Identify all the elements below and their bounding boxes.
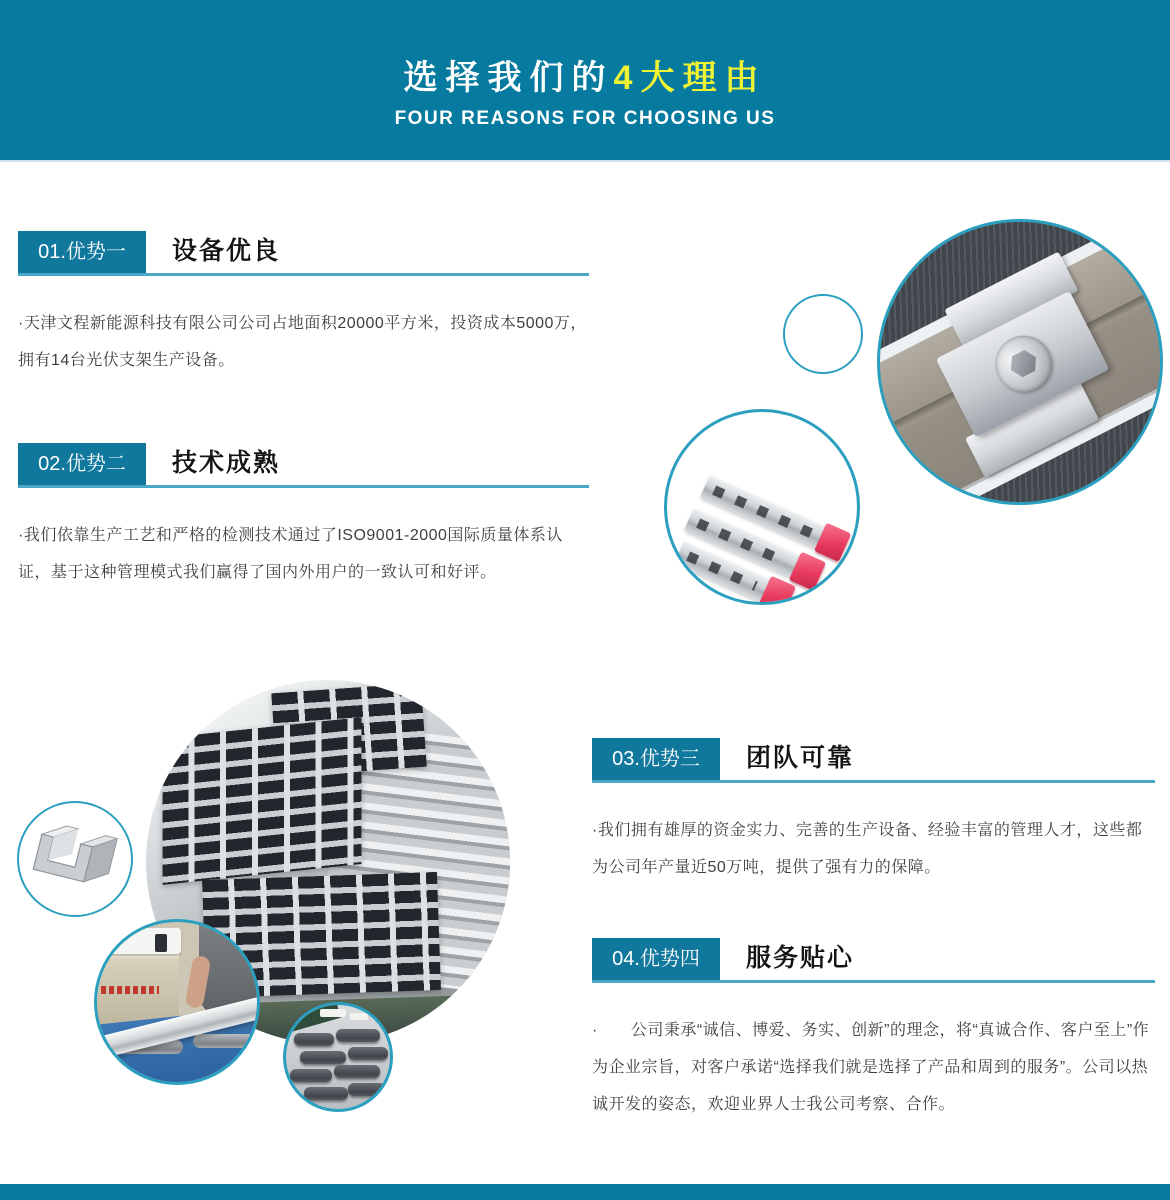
- advantage-1-title: 设备优良: [172, 237, 281, 265]
- bundle: [300, 1051, 346, 1064]
- roller: [193, 1034, 259, 1048]
- page-title-main: 选择我们的: [403, 59, 614, 97]
- u-channel-photo-circle: [17, 801, 133, 917]
- advantage-section-4: [592, 938, 1155, 1123]
- header-banner: [0, 0, 1170, 160]
- advantage-3-title: 团队可靠: [746, 744, 855, 772]
- bundle: [290, 1069, 332, 1082]
- u-channel-icon: [19, 803, 131, 915]
- bundle: [334, 1065, 380, 1078]
- solar-clamp-photo-circle: [877, 219, 1163, 505]
- bundle: [348, 1047, 388, 1060]
- papers: [109, 928, 181, 954]
- bundle: [336, 1029, 380, 1042]
- advantage-4-badge: 04.优势四: [592, 938, 720, 980]
- label-tag: [350, 1013, 368, 1020]
- advantage-2-body: ·我们依靠生产工艺和严格的检测技术通过了ISO9001-2000国际质量体系认证，基于这种管理模式我们赢得了国内外用户的一致认可和好评。: [18, 527, 563, 581]
- advantage-3-badge: 03.优势三: [592, 738, 720, 780]
- page-title: [0, 0, 1170, 99]
- advantage-4-body: · 公司秉承“诚信、博爱、务实、创新”的理念，将“真诚合作、客户至上”作为企业宗旨，对客户承诺“选择我们就是选择了产品和周到的服务”。公司以热诚开发的姿态，欢迎业界人士我公司考察、合作。: [592, 1022, 1150, 1113]
- phone: [155, 934, 167, 952]
- struts-photo-circle: [664, 409, 860, 605]
- page-subtitle: FOUR REASONS FOR CHOOSING US: [394, 108, 776, 129]
- advantage-section-2: [18, 443, 589, 591]
- advantage-section-3: [592, 738, 1155, 886]
- steel-tube-stack: [163, 717, 362, 885]
- machine-label: [101, 986, 159, 994]
- advantage-1-body: ·天津文程新能源科技有限公司公司占地面积20000平方米，投资成本5000万，拥有14台光伏支架生产设备。: [18, 315, 587, 369]
- page-title-highlight: 4大理由: [613, 59, 767, 97]
- advantage-4-title: 服务贴心: [746, 944, 855, 972]
- footer-strip: [0, 1184, 1170, 1200]
- advantage-1-header: [18, 231, 589, 276]
- hex-socket-icon: [1005, 346, 1042, 382]
- advantage-section-1: [18, 231, 589, 379]
- advantage-2-header: [18, 443, 589, 488]
- bundles-photo-circle: [283, 1002, 393, 1112]
- bundle: [348, 1083, 386, 1096]
- label-tag: [320, 1009, 346, 1017]
- advantage-1-badge: 01.优势一: [18, 231, 146, 273]
- decorative-empty-circle: [783, 294, 863, 374]
- advantage-2-title: 技术成熟: [172, 449, 281, 477]
- advantage-2-badge: 02.优势二: [18, 443, 146, 485]
- solar-clamp-photo: [877, 219, 1163, 505]
- advantage-4-header: [592, 938, 1155, 983]
- bundle: [304, 1087, 348, 1100]
- advantage-3-header: [592, 738, 1155, 783]
- advantage-3-body: ·我们拥有雄厚的资金实力、完善的生产设备、经验丰富的管理人才，这些都为公司年产量近50万吨，提供了强有力的保障。: [592, 822, 1143, 876]
- bundle: [294, 1033, 334, 1046]
- factory-photo-circle: [94, 919, 260, 1085]
- rack-edge: [283, 1002, 341, 1035]
